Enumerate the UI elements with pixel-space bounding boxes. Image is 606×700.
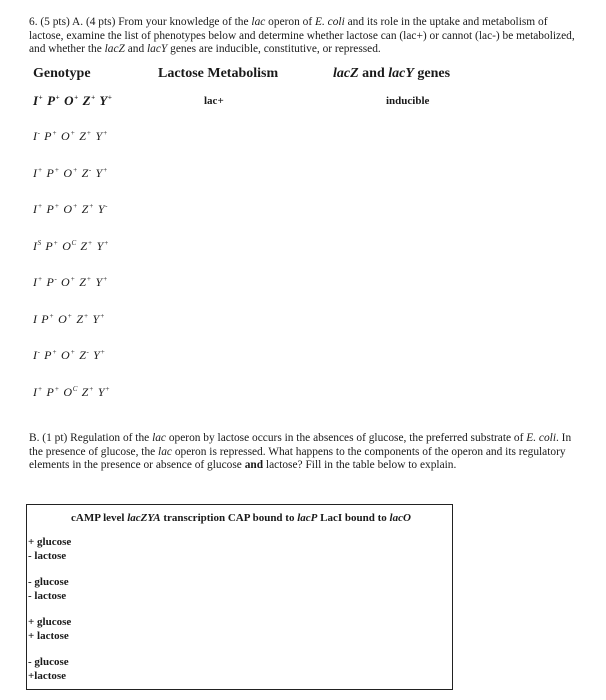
allele-superscript: +: [107, 93, 113, 102]
gene-symbol: Y+: [92, 312, 106, 326]
allele-superscript: C: [71, 239, 77, 247]
gene-symbol: I+: [33, 93, 44, 108]
gene-symbol: P+: [47, 93, 61, 108]
genotype-row: [33, 166, 108, 181]
question-a-text: 6. (5 pts) A. (4 pts) From your knowledge of the lac operon of E. coli and its role in the uptake and metabolism of lactose, examine the list of phenotypes below and determine whether lactose can (lac+) or cannot (lac-) be metabolized, and whether the lacZ and lacY genes are inducible, constitutive, or repressed.: [29, 16, 575, 56]
gene-symbol: Z+: [79, 129, 92, 143]
allele-superscript: +: [88, 202, 95, 210]
gene-symbol: Z+: [76, 312, 89, 326]
allele-superscript: +: [52, 129, 58, 137]
gene-symbol: Z-: [81, 166, 92, 180]
allele-superscript: +: [37, 166, 43, 174]
example-metabolism: lac+: [204, 95, 224, 107]
allele-superscript: +: [99, 312, 106, 320]
genotype-row: [33, 385, 110, 400]
allele-superscript: +: [55, 93, 61, 102]
gene-symbol: O+: [61, 348, 76, 362]
allele-superscript: +: [70, 275, 76, 283]
header-lacz-lacy-genes: lacZ and lacY genes: [333, 66, 451, 81]
condition-row: + glucose - lactose: [28, 536, 72, 562]
allele-superscript: +: [86, 129, 92, 137]
example-genes: inducible: [386, 95, 430, 107]
gene-symbol: P-: [46, 275, 58, 289]
gene-symbol: Y+: [99, 93, 113, 108]
allele-superscript: +: [83, 312, 89, 320]
genotype-row: [33, 239, 109, 254]
gene-symbol: Z+: [81, 202, 95, 216]
allele-superscript: +: [105, 385, 111, 393]
gene-symbol: Y-: [97, 202, 109, 216]
gene-symbol: Y+: [96, 239, 110, 253]
gene-symbol: O+: [64, 93, 79, 108]
gene-symbol: P+: [46, 202, 60, 216]
regulation-table: [26, 504, 453, 690]
gene-symbol: I-: [33, 129, 41, 143]
gene-symbol: I-: [33, 348, 41, 362]
gene-symbol: $I^S$: [33, 239, 42, 253]
gene-symbol: P+: [46, 385, 60, 399]
allele-superscript: +: [67, 312, 73, 320]
allele-superscript: +: [72, 202, 79, 210]
gene-symbol: Y+: [95, 129, 109, 143]
gene-symbol: P+: [44, 348, 58, 362]
gene-symbol: I+: [33, 166, 43, 180]
allele-superscript: -: [105, 202, 109, 210]
condition-row: - glucose +lactose: [28, 656, 69, 682]
allele-superscript: +: [70, 348, 76, 356]
allele-superscript: -: [88, 166, 92, 174]
allele-superscript: +: [72, 166, 79, 174]
allele-superscript: -: [54, 275, 58, 283]
allele-superscript: -: [37, 129, 41, 137]
gene-symbol: Z-: [79, 348, 90, 362]
gene-symbol: P+: [44, 129, 58, 143]
allele-superscript: C: [72, 385, 78, 393]
gene-symbol: Z+: [80, 239, 93, 253]
genotype-row: [33, 202, 108, 217]
allele-superscript: +: [53, 239, 59, 247]
gene-symbol: O+: [58, 312, 73, 326]
allele-superscript: +: [100, 348, 106, 356]
gene-symbol: I: [33, 312, 38, 326]
genotype-row: [33, 312, 105, 327]
allele-superscript: +: [102, 166, 109, 174]
gene-symbol: O+: [63, 166, 79, 180]
gene-symbol: $O^C$: [63, 385, 78, 399]
allele-superscript: +: [37, 275, 43, 283]
allele-superscript: -: [86, 348, 90, 356]
condition-row: - glucose - lactose: [28, 576, 69, 602]
gene-symbol: O+: [61, 129, 76, 143]
regulation-table-header: cAMP level lacZYA transcription CAP bound to lacP LacI bound to lacO: [71, 512, 411, 524]
gene-symbol: Y+: [95, 275, 109, 289]
gene-symbol: P+: [45, 239, 59, 253]
allele-superscript: +: [91, 93, 96, 102]
gene-symbol: $O^C$: [62, 239, 77, 253]
allele-superscript: S: [37, 239, 42, 247]
gene-symbol: P+: [46, 166, 60, 180]
allele-superscript: +: [102, 129, 109, 137]
allele-superscript: +: [88, 385, 95, 393]
genotype-row: [33, 275, 108, 290]
gene-symbol: P+: [41, 312, 55, 326]
allele-superscript: +: [37, 385, 43, 393]
allele-superscript: +: [70, 129, 76, 137]
genotype-row: [33, 93, 112, 109]
gene-symbol: O+: [63, 202, 79, 216]
genotype-row: [33, 129, 108, 144]
gene-symbol: O+: [61, 275, 76, 289]
question-b-text: B. (1 pt) Regulation of the lac operon by lactose occurs in the absences of glucose, the preferred substrate of E. coli. In the presence of glucose, the lac operon is repressed. What happens to the components of the operon and its regulatory elements in the presence or absence of glucose and lactose? Fill in the table below to explain.: [29, 432, 572, 472]
allele-superscript: +: [38, 93, 44, 102]
gene-symbol: Y+: [97, 385, 111, 399]
allele-superscript: +: [54, 202, 60, 210]
gene-symbol: Y+: [93, 348, 106, 362]
allele-superscript: +: [86, 275, 92, 283]
allele-superscript: +: [54, 166, 60, 174]
gene-symbol: I+: [33, 385, 43, 399]
gene-symbol: I+: [33, 202, 43, 216]
allele-superscript: +: [37, 202, 43, 210]
header-lactose-metabolism: Lactose Metabolism: [158, 66, 279, 81]
genotype-row: [33, 348, 106, 363]
gene-symbol: Z+: [82, 93, 96, 108]
allele-superscript: +: [52, 348, 58, 356]
allele-superscript: +: [54, 385, 60, 393]
condition-row: + glucose + lactose: [28, 616, 72, 642]
gene-symbol: Z+: [79, 275, 92, 289]
header-genotype: Genotype: [33, 66, 91, 81]
allele-superscript: +: [87, 239, 93, 247]
allele-superscript: +: [49, 312, 55, 320]
gene-symbol: Z+: [81, 385, 95, 399]
gene-symbol: I+: [33, 275, 43, 289]
allele-superscript: -: [37, 348, 41, 356]
gene-symbol: Y+: [95, 166, 109, 180]
allele-superscript: +: [74, 93, 79, 102]
allele-superscript: +: [102, 275, 109, 283]
allele-superscript: +: [103, 239, 110, 247]
